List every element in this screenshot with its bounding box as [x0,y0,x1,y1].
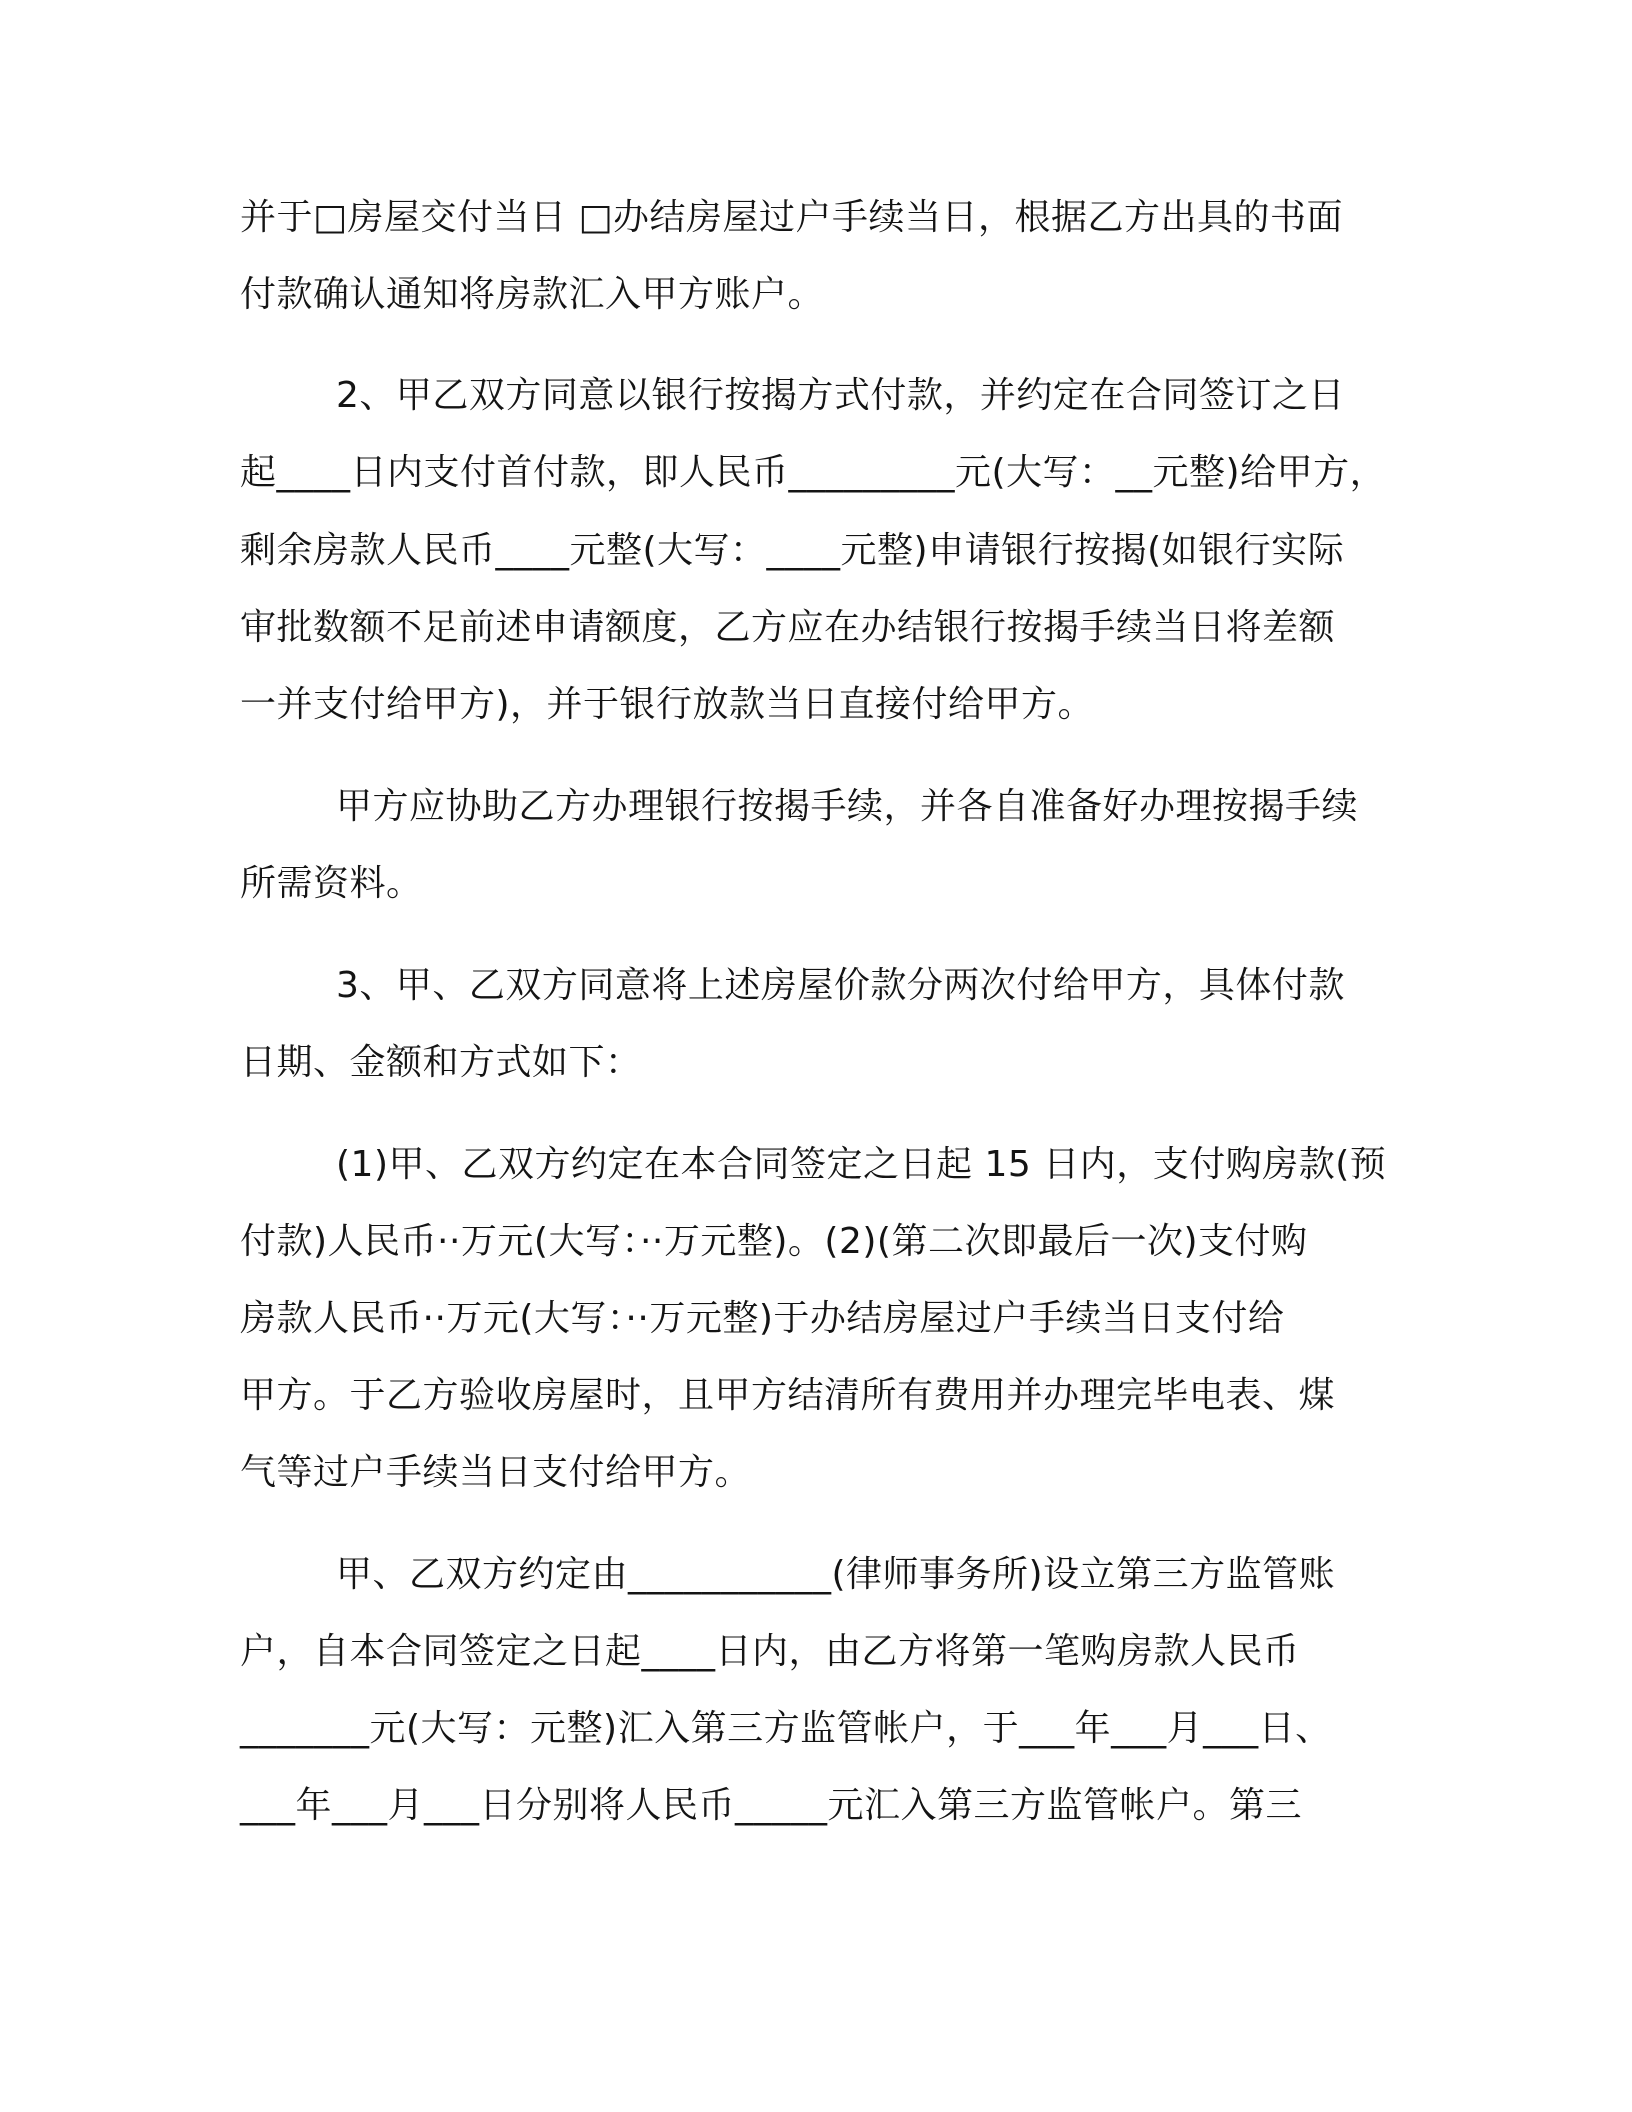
text-line: 房款人民币··万元(大写：··万元整)于办结房屋过户手续当日支付给 [240,1298,1285,1339]
text-line: 日期、金额和方式如下： [240,1042,642,1083]
text-line: 气等过户手续当日支付给甲方。 [240,1452,752,1493]
text-line: 甲方。于乙方验收房屋时，且甲方结清所有费用并办理完毕电表、煤 [240,1375,1336,1416]
text-line: 甲、乙双方约定由___________(律师事务所)设立第三方监管账 [336,1554,1336,1595]
text-line: ___年___月___日分别将人民币_____元汇入第三方监管帐户。第三 [240,1785,1303,1826]
text-line: 所需资料。 [240,863,423,904]
text-line: 并于□房屋交付当日 □办结房屋过户手续当日，根据乙方出具的书面 [240,197,1343,238]
text-line: 户，自本合同签定之日起____日内，由乙方将第一笔购房款人民币 [240,1631,1300,1672]
text-line: 剩余房款人民币____元整(大写：____元整)申请银行按揭(如银行实际 [240,530,1345,571]
text-line: _______元(大写：元整)汇入第三方监管帐户，于___年___月___日、 [240,1708,1332,1749]
text-line: 审批数额不足前述申请额度，乙方应在办结银行按揭手续当日将差额 [240,607,1336,648]
text-line: (1)甲、乙双方约定在本合同签定之日起 15 日内，支付购房款(预 [336,1144,1387,1185]
text-line: 付款确认通知将房款汇入甲方账户。 [240,274,825,315]
text-line: 3、甲、乙双方同意将上述房屋价款分两次付给甲方，具体付款 [336,965,1345,1006]
text-line: 甲方应协助乙方办理银行按揭手续，并各自准备好办理按揭手续 [336,786,1359,827]
text-line: 付款)人民币··万元(大写：··万元整)。(2)(第二次即最后一次)支付购 [240,1221,1308,1262]
text-line: 一并支付给甲方)，并于银行放款当日直接付给甲方。 [240,684,1095,725]
text-line: 2、甲乙双方同意以银行按揭方式付款，并约定在合同签订之日 [336,375,1345,416]
text-line: 起____日内支付首付款，即人民币_________元(大写：__元整)给甲方， [240,452,1387,493]
